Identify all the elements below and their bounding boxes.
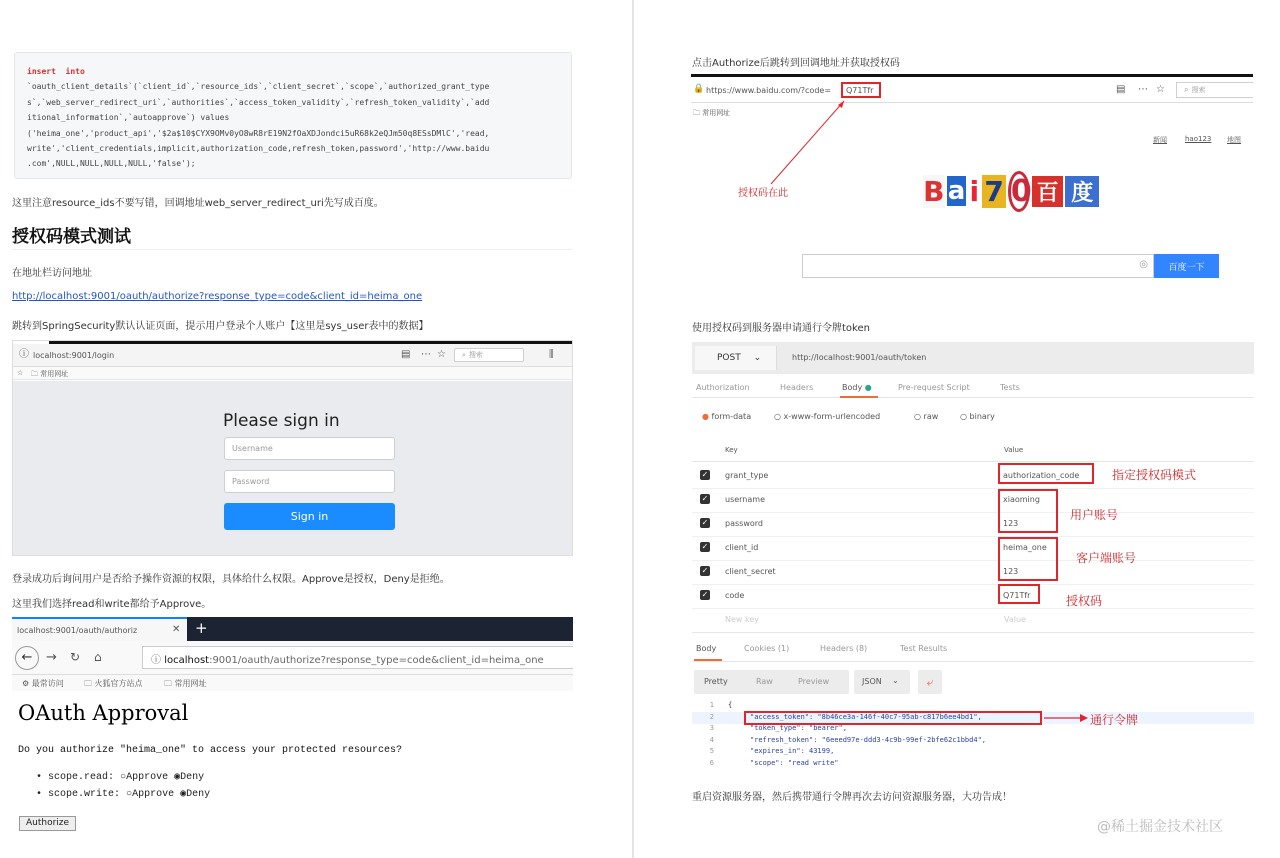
caption-token: 使用授权码到服务器申请通行令牌token bbox=[692, 323, 870, 334]
param-key[interactable]: client_id bbox=[725, 543, 759, 552]
after-login-text: 登录成功后询问用户是否给予操作资源的权限，具体给什么权限。Approve是授权，Deny是拒绝。 bbox=[12, 574, 450, 585]
nav-hao123[interactable]: hao123 bbox=[1185, 135, 1212, 143]
annotation-user: 用户账号 bbox=[1070, 508, 1119, 522]
view-raw[interactable]: Raw bbox=[756, 677, 773, 686]
resource-ids-note: 这里注意resource_ids不要写错，回调地址web_server_redirect_uri先写成百度。 bbox=[12, 198, 384, 209]
view-pretty[interactable]: Pretty bbox=[704, 677, 728, 686]
param-key[interactable]: client_secret bbox=[725, 567, 776, 576]
radio-urlencoded[interactable]: ○ x-www-form-urlencoded bbox=[774, 412, 881, 421]
caption-finish: 重启资源服务器，然后携带通行令牌再次去访问资源服务器，大功告成！ bbox=[692, 792, 1012, 803]
authorize-url-link[interactable]: http://localhost:9001/oauth/authorize?response_type=code&client_id=heima_one bbox=[12, 291, 423, 302]
line-number: 5 bbox=[709, 747, 714, 755]
user-highlight bbox=[998, 489, 1058, 533]
param-key[interactable]: username bbox=[725, 495, 765, 504]
sql-code-block bbox=[14, 52, 572, 179]
param-value[interactable]: Q71Tfr bbox=[1003, 591, 1031, 600]
sql-line: s`,`web_server_redirect_uri`,`authorities`,`access_token_validity`,`refresh_token_validity`,`add bbox=[27, 97, 490, 107]
approval-title: OAuth Approval bbox=[18, 701, 189, 725]
json-line bbox=[692, 758, 1254, 770]
tab-body[interactable]: Body ● bbox=[842, 383, 872, 392]
chevron-down-icon: ⌄ bbox=[892, 676, 899, 685]
code-highlight bbox=[998, 584, 1040, 604]
json-text: { bbox=[728, 701, 733, 709]
row-checkbox[interactable]: ✓ bbox=[701, 566, 709, 575]
json-text: "token_type": "bearer", bbox=[750, 724, 847, 732]
resp-active-underline bbox=[694, 659, 722, 661]
row-checkbox[interactable]: ✓ bbox=[701, 518, 709, 527]
baidu-browser-search[interactable]: ⌕ 搜索 bbox=[1176, 82, 1253, 98]
baidu-logo bbox=[923, 168, 1099, 214]
nav-news[interactable]: 新闻 bbox=[1153, 136, 1167, 144]
new-tab-icon[interactable]: + bbox=[195, 619, 208, 637]
code-annotation: 授权码在此 bbox=[738, 188, 788, 199]
left-page bbox=[0, 0, 632, 858]
token-highlight bbox=[744, 711, 1042, 725]
param-value[interactable]: authorization_code bbox=[1003, 471, 1080, 480]
new-key-placeholder[interactable]: New key bbox=[725, 615, 759, 624]
browser-search-input[interactable]: ⌕ 搜索 bbox=[454, 348, 524, 362]
baidu-url[interactable]: https://www.baidu.com/?code= bbox=[706, 86, 832, 95]
col-value: Value bbox=[1004, 446, 1024, 454]
username-input[interactable]: Username bbox=[224, 437, 395, 460]
info-icon: ⓘ bbox=[19, 349, 29, 360]
bookmark-folder[interactable]: 🗀 常用网址 bbox=[31, 370, 69, 378]
tab-tests[interactable]: Tests bbox=[1000, 383, 1020, 392]
baidu-screenshot bbox=[691, 74, 1253, 286]
jump-text: 跳转到SpringSecurity默认认证页面，提示用户登录个人账户【这里是sys_user表中的数据】 bbox=[12, 321, 429, 332]
signin-title: Please sign in bbox=[223, 411, 340, 431]
row-checkbox[interactable]: ✓ bbox=[701, 542, 709, 551]
row-checkbox[interactable]: ✓ bbox=[701, 494, 709, 503]
address-label: 在地址栏访问地址 bbox=[12, 268, 92, 279]
method-select[interactable]: POST ⌄ bbox=[695, 346, 777, 370]
approval-question: Do you authorize "heima_one" to access your protected resources? bbox=[18, 745, 403, 756]
logo-letter: i bbox=[969, 174, 980, 208]
read-deny-radio[interactable]: ◉Deny bbox=[174, 772, 205, 783]
close-tab-icon[interactable]: ✕ bbox=[172, 624, 181, 635]
scope-read-row: • scope.read: ○Approve ◉Deny bbox=[36, 772, 205, 783]
reader-icon[interactable]: ▤ bbox=[1116, 84, 1126, 95]
write-deny-radio[interactable]: ◉Deny bbox=[180, 789, 211, 800]
param-value[interactable]: 123 bbox=[1003, 519, 1019, 528]
format-select[interactable]: JSON ⌄ bbox=[854, 670, 910, 694]
row-divider bbox=[692, 584, 1254, 585]
resp-tab-tests[interactable]: Test Results bbox=[900, 644, 948, 653]
token-annotation: 通行令牌 bbox=[1090, 713, 1139, 727]
row-checkbox[interactable]: ✓ bbox=[701, 470, 709, 479]
row-checkbox[interactable]: ✓ bbox=[701, 590, 709, 599]
logo-letter: B bbox=[923, 174, 945, 208]
response-divider bbox=[692, 632, 1254, 633]
response-tabs bbox=[692, 640, 1254, 662]
right-page bbox=[634, 0, 1280, 858]
camera-icon[interactable]: ◎ bbox=[1139, 259, 1148, 270]
param-key[interactable]: grant_type bbox=[725, 471, 769, 480]
view-preview[interactable]: Preview bbox=[798, 677, 830, 686]
tab-title: localhost:9001/oauth/authoriz bbox=[17, 626, 138, 635]
resp-tab-headers[interactable]: Headers (8) bbox=[820, 644, 868, 653]
more-icon[interactable]: ⋯ bbox=[421, 349, 431, 360]
logo-letter: a bbox=[947, 176, 966, 206]
logo-letter: 0 bbox=[1008, 171, 1030, 212]
annotation-code: 授权码 bbox=[1066, 594, 1103, 608]
json-text: "expires_in": 43199, bbox=[750, 747, 835, 755]
watermark: @稀土掘金技术社区 bbox=[1097, 819, 1223, 835]
row-divider bbox=[692, 536, 1254, 537]
radio-form-data[interactable]: ● form-data bbox=[702, 412, 752, 421]
bookmark-firefox-site[interactable]: 🗀 火狐官方站点 bbox=[84, 679, 143, 688]
body-type-row bbox=[702, 412, 1102, 426]
annotation-grant: 指定授权码模式 bbox=[1112, 468, 1197, 482]
bookmark-bar bbox=[13, 367, 573, 380]
firefox-tab-strip bbox=[12, 617, 573, 641]
bookmark-star-icon[interactable]: ☆ bbox=[17, 369, 24, 377]
row-divider bbox=[692, 608, 1254, 609]
row-divider bbox=[692, 512, 1254, 513]
firefox-toolbar bbox=[12, 641, 573, 675]
line-number: 4 bbox=[709, 735, 714, 744]
choose-text: 这里我们选择read和write都给予Approve。 bbox=[12, 599, 212, 610]
nav-map[interactable]: 地图 bbox=[1227, 136, 1241, 144]
resp-tab-cookies[interactable]: Cookies (1) bbox=[744, 644, 790, 653]
caption-callback: 点击Authorize后跳转到回调地址并获取授权码 bbox=[692, 58, 900, 69]
postman-screenshot bbox=[692, 342, 1254, 778]
body-dot-icon: ● bbox=[864, 383, 872, 392]
home-icon[interactable]: ⌂ bbox=[94, 650, 102, 664]
annotation-client: 客户端账号 bbox=[1076, 551, 1137, 565]
forward-icon[interactable]: → bbox=[46, 650, 57, 665]
active-tab[interactable] bbox=[12, 617, 187, 641]
sql-line: itional_information`,`autoapprove`) values bbox=[27, 113, 230, 123]
sql-line: `oauth_client_details`(`client_id`,`resource_ids`,`client_secret`,`scope`,`authorized_grant_type bbox=[27, 82, 490, 92]
logo-letter: 百 bbox=[1032, 176, 1064, 207]
write-approve-radio[interactable]: ○Approve bbox=[126, 789, 175, 800]
library-icon[interactable]: ⫼ bbox=[549, 349, 554, 360]
param-value[interactable]: xiaoming bbox=[1003, 495, 1040, 504]
read-approve-radio[interactable]: ○Approve bbox=[120, 772, 169, 783]
scope-write-row: • scope.write: ○Approve ◉Deny bbox=[36, 789, 211, 800]
baidu-search-input[interactable] bbox=[802, 254, 1154, 278]
new-value-placeholder[interactable]: Value bbox=[1004, 615, 1026, 624]
param-key[interactable]: code bbox=[725, 591, 745, 600]
bookmark-most-visited[interactable]: ⚙ 最常访问 bbox=[22, 679, 64, 688]
login-screenshot bbox=[12, 340, 573, 556]
sql-line: ('heima_one','product_api','$2a$10$CYX9OMv0yO8wR8rE19N2fOaXDJondci5uR68k2eQJm50q8ESsDMlC','read, bbox=[27, 128, 490, 138]
row-divider bbox=[692, 560, 1254, 561]
line-number: 2 bbox=[709, 712, 714, 721]
sql-line: .com',NULL,NULL,NULL,NULL,'false'); bbox=[27, 159, 196, 169]
back-icon[interactable]: ← bbox=[15, 646, 39, 670]
param-value[interactable]: heima_one bbox=[1003, 543, 1047, 552]
reader-icon[interactable]: ▤ bbox=[401, 349, 411, 360]
request-url[interactable]: http://localhost:9001/oauth/token bbox=[792, 353, 927, 362]
approval-url-bar[interactable]: ⓘ localhost:9001/oauth/authorize?response_type=code&client_id=heima_one bbox=[142, 646, 573, 669]
json-text: "access_token": "8b46ce3a-146f-40c7-95ab-c817b6ee4bd1", bbox=[750, 712, 982, 721]
approval-screenshot bbox=[12, 617, 573, 847]
login-url[interactable]: localhost:9001/login bbox=[33, 351, 115, 360]
login-page-body bbox=[13, 381, 573, 556]
row-divider bbox=[692, 488, 1254, 489]
line-number: 3 bbox=[709, 724, 714, 732]
logo-letter: 7 bbox=[982, 175, 1006, 208]
request-bar bbox=[692, 342, 1254, 374]
view-mode-group bbox=[694, 670, 849, 694]
sql-line: insert into bbox=[27, 67, 85, 76]
logo-letter: 度 bbox=[1065, 176, 1099, 207]
radio-binary[interactable]: ○ binary bbox=[960, 412, 995, 421]
json-text: "refresh_token": "6eeed97e-ddd3-4c9b-99ef-2bfe62c1bbd4", bbox=[750, 735, 987, 744]
param-value[interactable]: 123 bbox=[1003, 567, 1019, 576]
grant-type-highlight bbox=[998, 463, 1094, 484]
json-line bbox=[692, 735, 1254, 747]
token-arrow bbox=[1042, 712, 1090, 724]
tab-headers[interactable]: Headers bbox=[780, 383, 814, 392]
authorize-button[interactable]: Authorize bbox=[19, 816, 76, 831]
resp-tab-body[interactable]: Body bbox=[696, 644, 717, 653]
reload-icon[interactable]: ↻ bbox=[70, 650, 81, 664]
more-icon[interactable]: ⋯ bbox=[1138, 84, 1148, 95]
line-number: 6 bbox=[709, 758, 714, 767]
json-line bbox=[692, 746, 1254, 758]
baidu-bookmark[interactable]: 🗀 常用网址 bbox=[693, 109, 731, 117]
col-key: Key bbox=[725, 446, 738, 454]
approval-bookmark-bar bbox=[12, 675, 573, 691]
chevron-down-icon: ⌄ bbox=[753, 353, 762, 363]
json-text: "scope": "read write" bbox=[750, 758, 839, 767]
client-highlight bbox=[998, 537, 1058, 581]
tab-authorization[interactable]: Authorization bbox=[696, 383, 750, 392]
request-tabs bbox=[692, 378, 1254, 398]
line-number: 1 bbox=[709, 701, 714, 709]
table-divider bbox=[692, 461, 1254, 462]
baidu-search-button[interactable]: 百度一下 bbox=[1154, 254, 1219, 278]
section-heading: 授权码模式测试 bbox=[12, 227, 131, 247]
active-tab-underline bbox=[840, 396, 878, 398]
lock-icon: 🔒 bbox=[693, 84, 705, 94]
password-input[interactable]: Password bbox=[224, 470, 395, 493]
callback-code: Q71Tfr bbox=[841, 82, 881, 98]
sql-line: write','client_credentials,implicit,authorization_code,refresh_token,password','http://www.baidu bbox=[27, 144, 490, 154]
heading-divider bbox=[12, 249, 572, 250]
param-key[interactable]: password bbox=[725, 519, 763, 528]
star-icon[interactable]: ☆ bbox=[1156, 84, 1165, 95]
wrap-lines-icon[interactable]: ⤶ bbox=[918, 670, 942, 694]
tab-prerequest[interactable]: Pre-request Script bbox=[898, 383, 970, 392]
browser-toolbar bbox=[13, 344, 573, 367]
star-icon[interactable]: ☆ bbox=[437, 349, 446, 360]
bookmark-common[interactable]: 🗀 常用网址 bbox=[164, 679, 207, 688]
signin-button[interactable]: Sign in bbox=[224, 503, 395, 530]
radio-raw[interactable]: ○ raw bbox=[914, 412, 939, 421]
